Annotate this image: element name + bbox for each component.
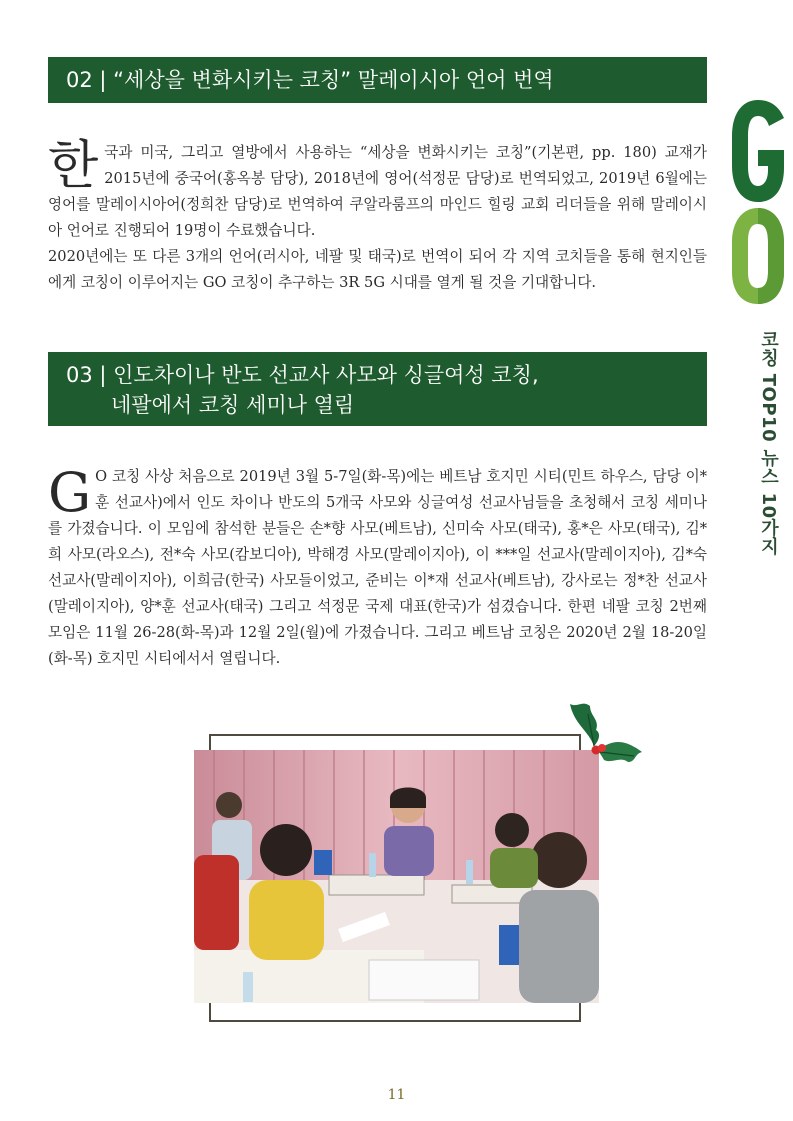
section-02-paragraph-1: 국과 미국, 그리고 열방에서 사용하는 “세상을 변화시키는 코칭”(기본편, pp. 180) 교재가 2015년에 중국어(홍옥봉 담당), 2018년에 영어(석정문 담당)로 번역되었고, 2019년 6월에는 영어를 말레이시아어(정희찬 담당)로 번역하여 쿠알라룸프의 마인드 힐링 교회 리더들을 위해 말레이시아 언어로 진행되어 19명이 수료했습니다. [48, 144, 707, 239]
seminar-photo [194, 750, 599, 1003]
section-03-header [48, 352, 707, 426]
section-02-paragraph-2: 2020년에는 또 다른 3개의 언어(러시아, 네팔 및 태국)로 번역이 되어 각 지역 코치들을 통해 현지인들에게 코칭이 이루어지는 GO 코칭이 추구하는 3R 5G 시대를 열게 될 것을 기대합니다. [48, 248, 707, 291]
section-02-dropcap: 한 [48, 136, 99, 196]
section-03-dropcap: G [48, 461, 92, 524]
section-03-paragraph: O 코칭 사상 처음으로 2019년 3월 5-7일(화-목)에는 베트남 호지민 시티(민트 하우스, 담당 이*훈 선교사)에서 인도 차이나 반도의 5개국 사모와 싱글여성 선교사님들을 초청해서 코칭 세미나를 가졌습니다. 이 모임에 참석한 분들은 손*향 사모(베트남), 신미숙 사모(태국), 홍*은 사모(태국), 김*희 사모(라오스), 전*숙 사모(캄보디아), 박해경 사모(말레이지아), 이 ***일 선교사(말레이지아), 김*숙 선교사(말레이지아), 이희금(한국) 사모들이었고, 준비는 이*재 선교사(베트남), 강사로는 정*찬 선교사(말레이지아), 양*훈 선교사(태국) 그리고 석정문 국제 대표(한국)가 섬겼습니다. 한편 네팔 코칭 2번째 모임은 11월 26-28(화-목)과 12월 2일(월)에 가졌습니다. 그리고 베트남 코칭은 2020년 2월 18-20일(화-목) 호지민 시티에서서 열립니다. [48, 468, 707, 667]
section-02-header [48, 57, 707, 103]
side-label: 코칭 TOP10 뉴스 10가지 [758, 330, 779, 556]
holly-decoration-icon [560, 690, 644, 768]
go-logo [728, 96, 788, 308]
section-03-body [48, 461, 707, 672]
section-03-title-line-2: 네팔에서 코칭 세미나 열림 [111, 393, 355, 417]
section-02-body [48, 136, 707, 296]
section-02-title: 02 | “세상을 변화시키는 코칭” 말레이시아 언어 번역 [66, 68, 554, 92]
section-03-title-line-1: 03 | 인도차이나 반도 선교사 사모와 싱글여성 코칭, [66, 363, 539, 387]
page-number: 11 [387, 1087, 406, 1103]
